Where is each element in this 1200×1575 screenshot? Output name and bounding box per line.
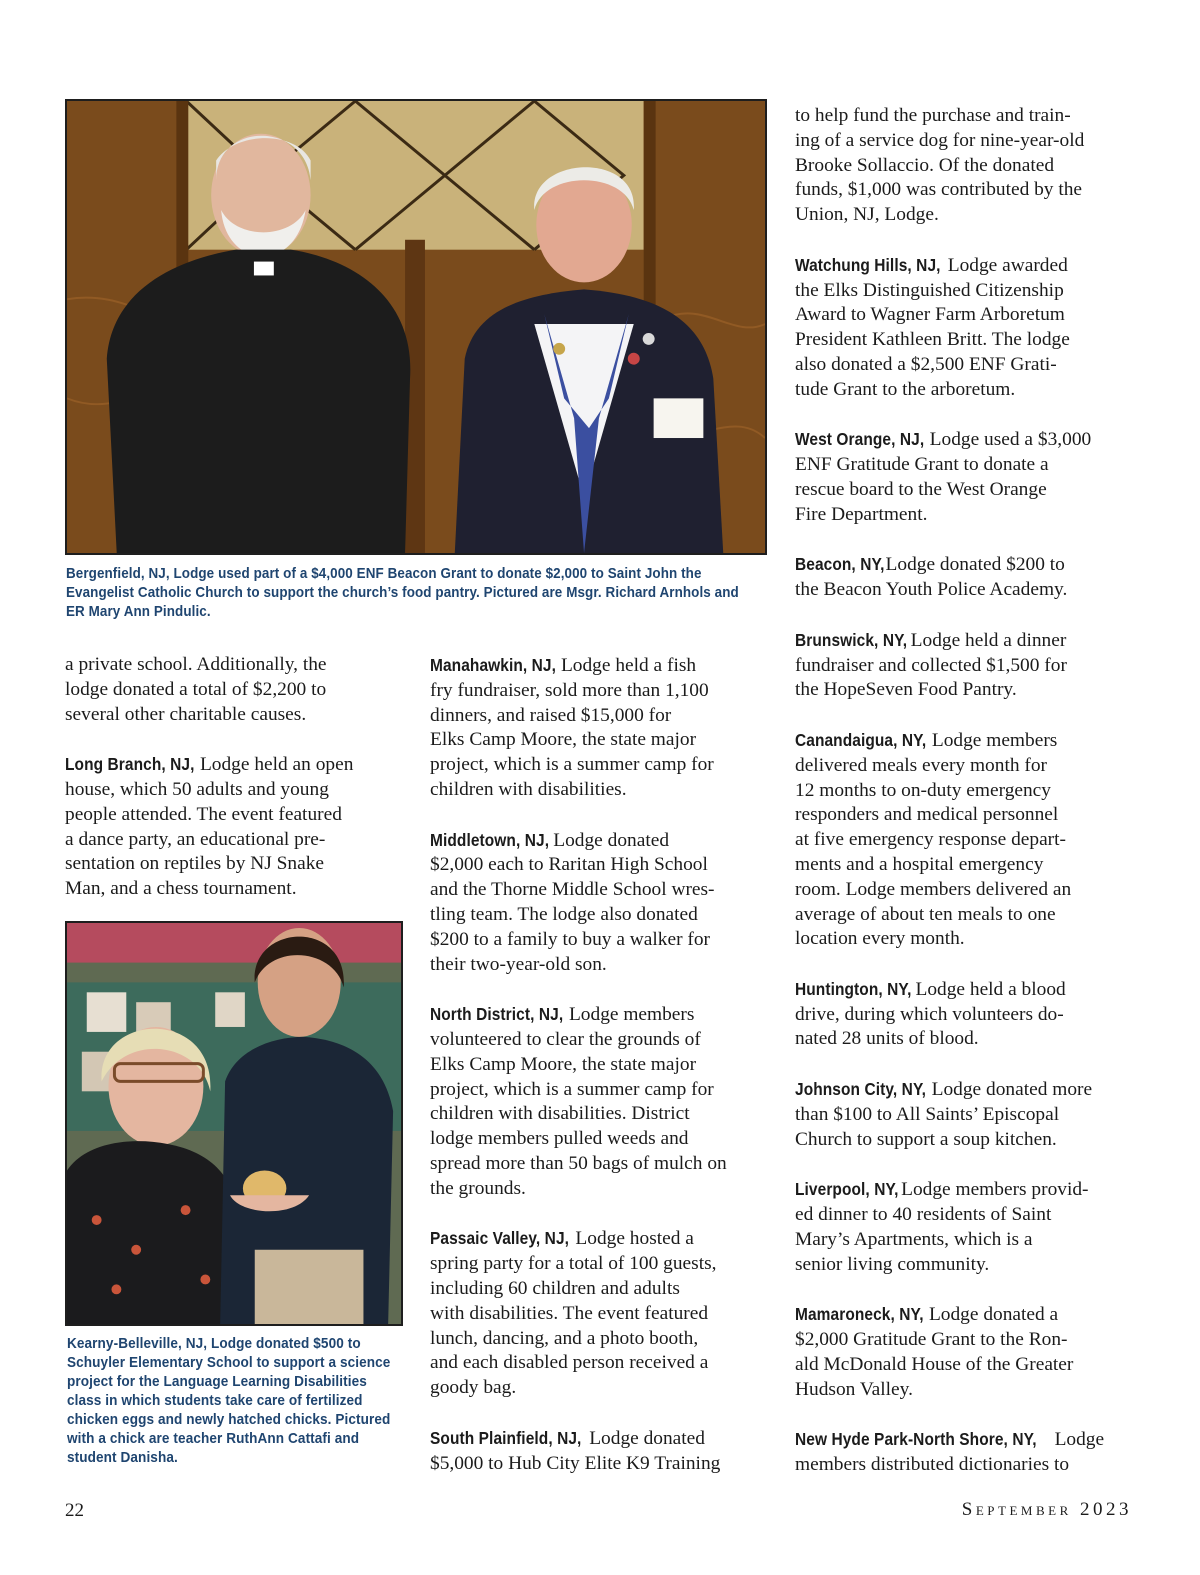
lodge-name: Mamaroneck, NY, [795, 1304, 924, 1325]
news-item-line [795, 1077, 1140, 1103]
news-item-line [65, 752, 410, 778]
news-item-line [795, 779, 1140, 804]
news-item-text: volunteered to clear the grounds of [430, 1028, 701, 1050]
news-item-text: Church to support a soup kitchen. [795, 1128, 1057, 1150]
news-item [795, 253, 1140, 403]
lodge-name: Passaic Valley, NJ, [430, 1228, 570, 1249]
news-item-line [795, 1427, 1140, 1453]
news-item-text: Lodge [1049, 1429, 1105, 1451]
news-item-line [65, 653, 410, 678]
news-item-line [795, 378, 1140, 403]
caption-bergenfield-line-1: Lodge used part of a $4,000 ENF Beacon Grant to donate $2,000 to Saint John the [169, 566, 702, 582]
news-item-text: Union, NJ, Lodge. [795, 204, 939, 226]
news-item-text: nated 28 units of blood. [795, 1028, 979, 1050]
news-item-line [430, 1226, 778, 1252]
news-item-line [430, 1351, 778, 1376]
news-item-text: the Elks Distinguished Citizenship [795, 279, 1064, 301]
news-item-line [795, 279, 1140, 304]
news-item-line [795, 303, 1140, 328]
news-item-text: Lodge donated [584, 1427, 705, 1449]
news-item-line [430, 728, 778, 753]
news-item [795, 1302, 1140, 1402]
news-item-line [795, 1027, 1140, 1052]
news-item-line [795, 104, 1140, 129]
news-item-text: rescue board to the West Orange [795, 478, 1047, 500]
news-item-line [65, 852, 410, 877]
news-item-line [795, 328, 1140, 353]
lodge-name: Johnson City, NY, [795, 1079, 927, 1100]
news-item [430, 1226, 778, 1401]
news-item-text: Elks Camp Moore, the state major [430, 729, 697, 751]
news-item-text: Mary’s Apartments, which is a [795, 1228, 1033, 1250]
news-item-line [430, 953, 778, 978]
news-item-text: goody bag. [430, 1377, 517, 1399]
news-item-line [795, 803, 1140, 828]
news-item-text: the HopeSeven Food Pantry. [795, 679, 1017, 701]
photo-bergenfield [65, 99, 767, 555]
news-item-text: Lodge donated a [924, 1304, 1059, 1326]
news-item-line [795, 654, 1140, 679]
news-item-line [795, 728, 1140, 754]
caption-bergenfield-line-3: ER Mary Ann Pindulic. [66, 604, 211, 620]
news-item-text: Lodge members [564, 1004, 695, 1026]
news-item [795, 427, 1140, 527]
lodge-name: Long Branch, NJ, [65, 754, 195, 775]
news-item-text: their two-year-old son. [430, 953, 607, 975]
lodge-name: Canandaigua, NY, [795, 729, 927, 750]
news-item-line [430, 1277, 778, 1302]
news-item-line [795, 1228, 1140, 1253]
caption-kearny-lead: Kearny-Belleville, NJ, [67, 1336, 208, 1352]
news-item-text: also donated a $2,500 ENF Grati- [795, 353, 1057, 375]
news-item [795, 728, 1140, 952]
news-item-text: people attended. The event featured [65, 803, 342, 825]
news-item-line [795, 1253, 1140, 1278]
news-item-text: tling team. The lodge also donated [430, 903, 698, 925]
news-item-text: house, which 50 adults and young [65, 778, 329, 800]
news-item-text: Elks Camp Moore, the state major [430, 1053, 697, 1075]
news-item-line [795, 427, 1140, 453]
news-item-line [65, 778, 410, 803]
caption-bergenfield-lead: Bergenfield, NJ, [66, 566, 170, 582]
news-item-line [795, 552, 1140, 578]
news-item-line [795, 878, 1140, 903]
news-item-line [795, 1128, 1140, 1153]
news-item-line [795, 927, 1140, 952]
news-item-text: Lodge members provid- [896, 1179, 1089, 1201]
news-item-text: Man, and a chess tournament. [65, 878, 297, 900]
news-item-line [65, 877, 410, 902]
news-item-line [795, 903, 1140, 928]
article-column-right [795, 104, 1140, 1503]
lodge-name: Manahawkin, NJ, [430, 655, 556, 675]
news-item-line [795, 754, 1140, 779]
news-item-line [430, 928, 778, 953]
news-item-text: Brooke Sollaccio. Of the donated [795, 154, 1055, 176]
caption-kearny-line-6: with a chick are teacher RuthAnn Cattafi and [67, 1431, 360, 1447]
news-item-text: 12 months to on-duty emergency [795, 779, 1051, 801]
news-item-line [65, 703, 410, 728]
news-item-line [795, 478, 1140, 503]
news-item-text: dinners, and raised $15,000 for [430, 704, 672, 726]
news-item [795, 1177, 1140, 1277]
news-item-text: responders and medical personnel [795, 804, 1059, 826]
news-item-text: ments and a hospital emergency [795, 853, 1044, 875]
caption-kearny-belleville [67, 1335, 402, 1468]
news-item-text: delivered meals every month for [795, 754, 1047, 776]
news-item-text: members distributed dictionaries to [795, 1454, 1070, 1476]
news-item-line [430, 1177, 778, 1202]
article-column-left [65, 653, 410, 927]
news-item-line [430, 653, 778, 679]
news-item-text: fry fundraiser, sold more than 1,100 [430, 679, 709, 701]
news-item-text: President Kathleen Britt. The lodge [795, 329, 1070, 351]
news-item-line [430, 704, 778, 729]
news-item-line [430, 853, 778, 878]
news-item-text: the Beacon Youth Police Academy. [795, 579, 1068, 601]
news-item-line [430, 1327, 778, 1352]
news-item-line [430, 1252, 778, 1277]
news-item [795, 977, 1140, 1052]
news-item-line [795, 353, 1140, 378]
news-item-text: a dance party, an educational pre- [65, 828, 326, 850]
news-item-text: $200 to a family to buy a walker for [430, 928, 711, 950]
news-item-line [430, 1376, 778, 1401]
news-item-text: funds, $1,000 was contributed by the [795, 179, 1083, 201]
news-item-text: average of about ten meals to one [795, 903, 1056, 925]
news-item-line [430, 1002, 778, 1028]
caption-kearny-line-3: project for the Language Learning Disabilities [67, 1374, 367, 1390]
issue-date: September 2023 [961, 1499, 1132, 1520]
page-number: 22 [65, 1500, 84, 1521]
news-item-line [795, 203, 1140, 228]
news-item-line [430, 1053, 778, 1078]
news-item-line [430, 1152, 778, 1177]
news-item-line [795, 628, 1140, 654]
photo-bergenfield-illustration [67, 101, 765, 553]
news-item-text: children with disabilities. [430, 778, 627, 800]
news-item-text: ENF Gratitude Grant to donate a [795, 454, 1049, 476]
news-item [795, 1077, 1140, 1152]
caption-bergenfield [66, 565, 765, 622]
article-column-middle [430, 653, 778, 1501]
news-item-text: Hudson Valley. [795, 1378, 913, 1400]
news-item-line [430, 778, 778, 803]
lodge-name: Watchung Hills, NJ, [795, 254, 941, 275]
news-item-line [430, 903, 778, 928]
news-item-line [430, 828, 778, 854]
news-item-text: Lodge donated $200 to [880, 554, 1065, 576]
news-item-text: spread more than 50 bags of mulch on [430, 1152, 727, 1174]
news-item-text: $5,000 to Hub City Elite K9 Training [430, 1452, 721, 1474]
news-item [795, 1427, 1140, 1478]
news-item-text: the grounds. [430, 1177, 526, 1199]
lodge-name: Brunswick, NY, [795, 629, 908, 650]
news-item-line [795, 1003, 1140, 1028]
news-item-text: Lodge awarded [942, 254, 1068, 276]
news-item-text: Lodge donated [548, 829, 670, 851]
news-item-line [795, 1353, 1140, 1378]
news-item [795, 552, 1140, 603]
news-item-line [795, 1328, 1140, 1353]
news-item-line [795, 154, 1140, 179]
news-item-text: tude Grant to the arboretum. [795, 378, 1016, 400]
news-item-text: lodge donated a total of $2,200 to [65, 678, 327, 700]
news-item-text: ed dinner to 40 residents of Saint [795, 1204, 1052, 1226]
news-item-text: Lodge held a fish [556, 655, 697, 676]
lodge-name: West Orange, NJ, [795, 429, 925, 450]
news-item-line [430, 878, 778, 903]
news-item [430, 1426, 778, 1477]
news-item-line [795, 977, 1140, 1003]
news-item-text: ing of a service dog for nine-year-old [795, 129, 1085, 151]
news-item-line [795, 503, 1140, 528]
news-item-text: room. Lodge members delivered an [795, 878, 1072, 900]
caption-kearny-line-7: student Danisha. [67, 1450, 178, 1466]
news-item-line [795, 578, 1140, 603]
news-item [430, 1002, 778, 1201]
lodge-name: North District, NJ, [430, 1004, 564, 1025]
news-item-text: and each disabled person received a [430, 1352, 709, 1374]
photo-kearny-belleville-illustration [67, 923, 401, 1324]
news-item-line [795, 828, 1140, 853]
caption-kearny-line-1: Lodge donated $500 to [207, 1336, 361, 1352]
news-item [65, 752, 410, 902]
news-item [795, 104, 1140, 228]
news-item-text: lunch, dancing, and a photo booth, [430, 1327, 699, 1349]
caption-kearny-line-5: chicken eggs and newly hatched chicks. Pictured [67, 1412, 391, 1428]
news-item-line [430, 679, 778, 704]
news-item-line [65, 678, 410, 703]
news-item-text: spring party for a total of 100 guests, [430, 1253, 717, 1275]
news-item-line [430, 1302, 778, 1327]
news-item-text: Lodge donated more [926, 1079, 1093, 1101]
news-item-text: including 60 children and adults [430, 1277, 680, 1299]
news-item-text: fundraiser and collected $1,500 for [795, 654, 1067, 676]
news-item-line [795, 1453, 1140, 1478]
news-item-line [430, 1452, 778, 1477]
news-item-text: $2,000 each to Raritan High School [430, 854, 708, 876]
news-item-text: location every month. [795, 928, 965, 950]
lodge-name: Beacon, NY, [795, 554, 885, 575]
news-item-line [795, 178, 1140, 203]
news-item-text: Lodge hosted a [570, 1228, 694, 1250]
news-item-text: Lodge used a $3,000 [924, 429, 1092, 451]
news-item-text: project, which is a summer camp for [430, 1078, 714, 1100]
news-item [430, 828, 778, 978]
news-item-line [795, 853, 1140, 878]
news-item-text: to help fund the purchase and train- [795, 105, 1071, 126]
news-item-line [795, 453, 1140, 478]
news-item-text: sentation on reptiles by NJ Snake [65, 853, 325, 875]
news-item-line [430, 753, 778, 778]
news-item-line [65, 803, 410, 828]
news-item-line [65, 828, 410, 853]
news-item-text: project, which is a summer camp for [430, 754, 714, 776]
news-item-text: Fire Department. [795, 503, 928, 525]
news-item-text: Award to Wagner Farm Arboretum [795, 304, 1065, 326]
caption-kearny-line-2: Schuyler Elementary School to support a science [67, 1355, 391, 1371]
news-item-text: a private school. Additionally, the [65, 654, 327, 675]
news-item-line [430, 1102, 778, 1127]
caption-kearny-line-4: class in which students take care of fertilized [67, 1393, 363, 1409]
news-item [65, 653, 410, 727]
news-item [795, 628, 1140, 703]
news-item [430, 653, 778, 803]
news-item-text: Lodge members [927, 729, 1058, 751]
news-item-text: Lodge held a dinner [905, 629, 1067, 651]
news-item-line [795, 129, 1140, 154]
news-item-line [795, 1203, 1140, 1228]
lodge-name: Liverpool, NY, [795, 1179, 899, 1200]
news-item-text: than $100 to All Saints’ Episcopal [795, 1103, 1060, 1125]
caption-bergenfield-line-2: Evangelist Catholic Church to support the church’s food pantry. Pictured are Msgr. Richard Arnhols and [66, 585, 739, 601]
lodge-name: Middletown, NJ, [430, 829, 550, 850]
lodge-name: South Plainfield, NJ, [430, 1427, 582, 1448]
news-item-text: ald McDonald House of the Greater [795, 1353, 1074, 1375]
news-item-text: Lodge held an open [195, 754, 354, 776]
news-item-text: children with disabilities. District [430, 1103, 690, 1125]
news-item-text: at five emergency response depart- [795, 829, 1066, 851]
news-item-line [430, 1127, 778, 1152]
news-item-text: with disabilities. The event featured [430, 1302, 709, 1324]
news-item-line [430, 1078, 778, 1103]
photo-kearny-belleville [65, 921, 403, 1326]
news-item-line [795, 1378, 1140, 1403]
news-item-line [795, 1103, 1140, 1128]
news-item-text: and the Thorne Middle School wres- [430, 879, 715, 901]
lodge-name: Huntington, NY, [795, 978, 912, 999]
news-item-text: Lodge held a blood [910, 978, 1066, 1000]
news-item-line [430, 1426, 778, 1452]
news-item-line [795, 1177, 1140, 1203]
news-item-text: drive, during which volunteers do- [795, 1003, 1064, 1025]
news-item-line [795, 253, 1140, 279]
news-item-text: $2,000 Gratitude Grant to the Ron- [795, 1329, 1068, 1351]
news-item-text: lodge members pulled weeds and [430, 1128, 689, 1150]
news-item-text: senior living community. [795, 1253, 990, 1275]
news-item-text: several other charitable causes. [65, 703, 307, 725]
lodge-name: New Hyde Park-North Shore, NY, [795, 1429, 1037, 1450]
news-item-line [430, 1028, 778, 1053]
news-item-line [795, 1302, 1140, 1328]
news-item-line [795, 678, 1140, 703]
